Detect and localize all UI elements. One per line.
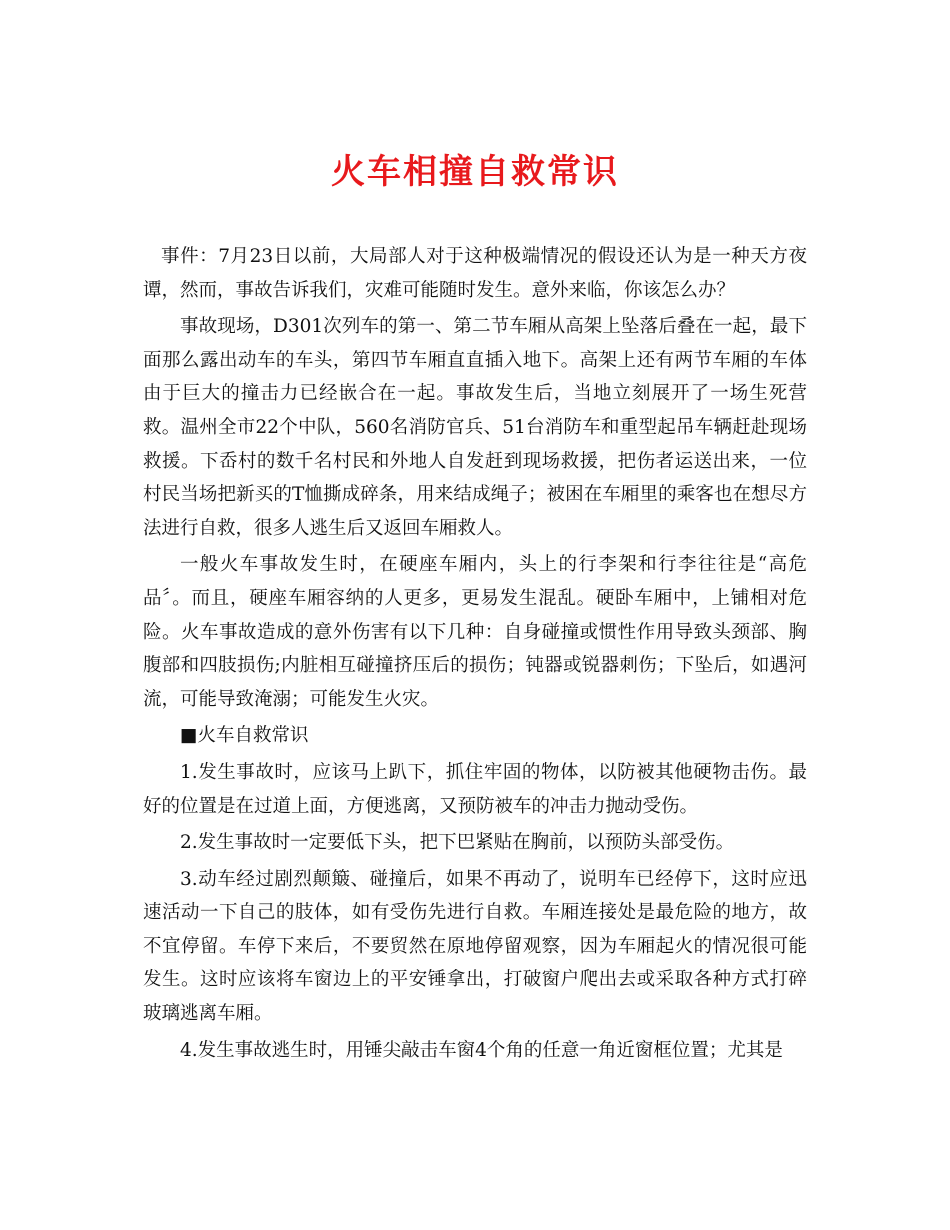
list-item-1: 1.发生事故时，应该马上趴下，抓住牢固的物体，以防被其他硬物击伤。最好的位置是在过道上面，方便逃离，又预防被车的冲击力抛动受伤。 [143,761,807,817]
paragraph-injuries: 一般火车事故发生时，在硬座车厢内，头上的行李架和行李往往是“高危品〞。而且，硬座车厢容纳的人更多，更易发生混乱。硬卧车厢中，上铺相对危险。火车事故造成的意外伤害有以下几种：自身碰撞或惯性作用导致头颈部、胸腹部和四肢损伤;内脏相互碰撞挤压后的损伤；钝器或锐器刺伤；下坠后，如遇河流，可能导致淹溺；可能发生火灾。 [143,554,807,710]
paragraph-scene: 事故现场，D301次列车的第一、第二节车厢从高架上坠落后叠在一起，最下面那么露出动车的车头，第四节车厢直直插入地下。高架上还有两节车厢的车体由于巨大的撞击力已经嵌合在一起。事故发生后，当地立刻展开了一场生死营救。温州全市22个中队，560名消防官兵、51台消防车和重型起吊车辆赶赴现场救援。下岙村的数千名村民和外地人自发赶到现场救援，把伤者运送出来，一位村民当场把新买的T恤撕成碎条，用来结成绳子；被困在车厢里的乘客也在想尽方法进行自救，很多人逃生后又返回车厢救人。 [143,316,807,539]
list-item-2: 2.发生事故时一定要低下头，把下巴紧贴在胸前，以预防头部受伤。 [180,832,735,854]
document-body [143,240,807,1070]
document-title: 火车相撞自救常识 [331,151,619,192]
list-item-4: 4.发生事故逃生时，用锤尖敲击车窗4个角的任意一角近窗框位置；尤其是 [180,1039,783,1061]
section-heading-self-rescue: ■火车自救常识 [180,725,309,747]
list-item-3: 3.动车经过剧烈颠簸、碰撞后，如果不再动了，说明车已经停下，这时应迅速活动一下自己的肢体，如有受伤先进行自救。车厢连接处是最危险的地方，故不宜停留。车停下来后，不要贸然在原地停留观察，因为车厢起火的情况很可能发生。这时应该将车窗边上的平安锤拿出，打破窗户爬出去或采取各种方式打碎玻璃逃离车厢。 [143,868,807,1025]
paragraph-event: 事件：7月23日以前，大局部人对于这种极端情况的假设还认为是一种天方夜谭，然而，事故告诉我们，灾难可能随时发生。意外来临，你该怎么办？ [143,246,807,301]
